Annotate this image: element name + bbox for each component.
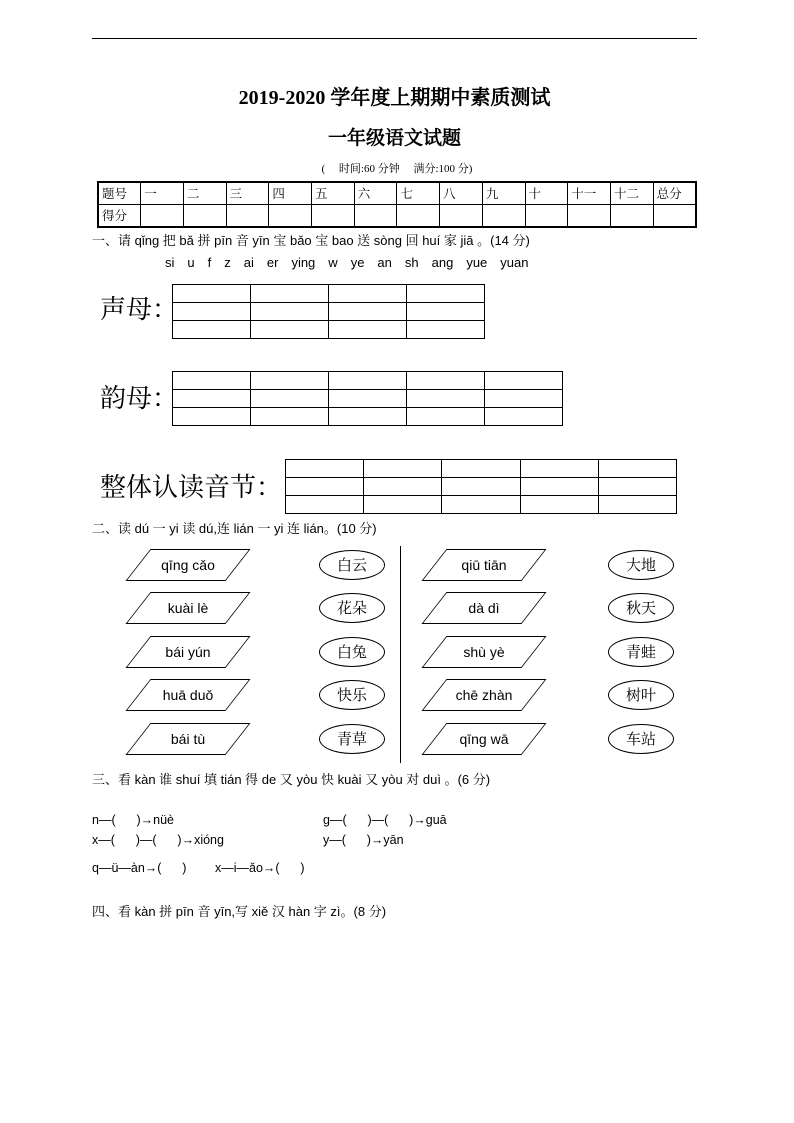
score-cell (226, 205, 269, 228)
score-cell (568, 205, 611, 228)
answer-cell (251, 285, 329, 303)
question-number-cell: 四 (269, 182, 312, 205)
question-number-cell: 九 (482, 182, 525, 205)
score-table (97, 181, 697, 228)
score-cell (312, 205, 355, 228)
spelling-exercise: q—ü—àn→( ) (92, 861, 187, 875)
header-rule (92, 38, 697, 39)
pinyin-letter: ang (431, 255, 454, 270)
answer-cell (251, 321, 329, 339)
answer-cell (407, 390, 485, 408)
total-score-cell (653, 205, 696, 228)
pinyin-letter: z (224, 255, 231, 270)
score-cell (440, 205, 483, 228)
score-cell (269, 205, 312, 228)
pinyin-letter: f (207, 255, 212, 270)
score-table-score-row (98, 205, 696, 228)
answer-cell (173, 285, 251, 303)
exam-subtitle: 一年级语文试题 (327, 128, 461, 149)
question-number-label: 题号 (98, 182, 141, 205)
grid-row (173, 408, 563, 426)
whole-syllables-answer-grid (285, 459, 677, 514)
pinyin-letter: u (187, 255, 195, 270)
answer-cell (173, 408, 251, 426)
answer-cell (329, 372, 407, 390)
answer-cell (520, 496, 598, 514)
answer-cell (407, 303, 485, 321)
question-number-cell: 十二 (610, 182, 653, 205)
pinyin-card: qīng wā (434, 723, 534, 755)
answer-cell (364, 496, 442, 514)
answer-cell (251, 303, 329, 321)
pinyin-letter: an (377, 255, 392, 270)
score-cell (141, 205, 184, 228)
total-score-label: 总分 (653, 182, 696, 205)
answer-cell (329, 408, 407, 426)
pinyin-letter: si (165, 255, 175, 270)
exam-title: 2019-2020 学年度上期期中素质测试 (238, 87, 551, 109)
question-number-cell: 七 (397, 182, 440, 205)
question-number-cell: 三 (226, 182, 269, 205)
pinyin-card: shù yè (434, 636, 534, 668)
answer-cell (407, 408, 485, 426)
answer-cell (364, 478, 442, 496)
answer-cell (329, 390, 407, 408)
grid-row (286, 460, 677, 478)
score-cell (183, 205, 226, 228)
word-oval: 青草 (319, 724, 385, 754)
question-number-cell: 八 (440, 182, 483, 205)
time-score-info: ( 时间:60 分钟 满分:100 分) (321, 163, 473, 175)
pinyin-card: chē zhàn (434, 679, 534, 711)
answer-cell (407, 372, 485, 390)
question-number-cell: 五 (312, 182, 355, 205)
question-number-cell: 二 (183, 182, 226, 205)
spelling-exercise: y—( )→yān (323, 833, 404, 847)
grid-row (173, 372, 563, 390)
grid-row (173, 390, 563, 408)
answer-cell (251, 372, 329, 390)
answer-cell (407, 285, 485, 303)
answer-cell (520, 478, 598, 496)
answer-cell (407, 321, 485, 339)
answer-cell (251, 408, 329, 426)
answer-cell (598, 496, 676, 514)
pinyin-card: bái tù (138, 723, 238, 755)
pinyin-letter: ying (291, 255, 316, 270)
answer-cell (173, 303, 251, 321)
answer-cell (286, 496, 364, 514)
answer-cell (286, 478, 364, 496)
section2-heading: 二、读 dú 一 yi 读 dú,连 lián 一 yi 连 lián。(10 分) (92, 521, 377, 536)
score-cell (397, 205, 440, 228)
pinyin-card: qīng cǎo (138, 549, 238, 581)
answer-cell (364, 460, 442, 478)
spelling-exercise: g—( )—( )→guā (323, 813, 447, 827)
section2-divider (400, 546, 401, 763)
finals-label: 韵母： (100, 384, 179, 414)
pinyin-letter: yue (466, 255, 488, 270)
pinyin-letter: ye (350, 255, 365, 270)
question-number-cell: 一 (141, 182, 184, 205)
answer-cell (329, 321, 407, 339)
pinyin-card: dà dì (434, 592, 534, 624)
question-number-cell: 十一 (568, 182, 611, 205)
pinyin-card: qiū tiān (434, 549, 534, 581)
answer-cell (329, 303, 407, 321)
grid-row (286, 478, 677, 496)
word-oval: 白兔 (319, 637, 385, 667)
word-oval: 快乐 (319, 680, 385, 710)
word-oval: 秋天 (608, 593, 674, 623)
answer-cell (173, 372, 251, 390)
initials-answer-grid (172, 284, 485, 339)
question-number-cell: 十 (525, 182, 568, 205)
pinyin-letter: er (266, 255, 279, 270)
initials-label: 声母： (100, 295, 179, 325)
answer-cell (173, 390, 251, 408)
score-cell (354, 205, 397, 228)
spelling-exercise: x—i—ǎo→( ) (215, 861, 305, 875)
score-label: 得分 (98, 205, 141, 228)
score-cell (525, 205, 568, 228)
pinyin-letter: sh (404, 255, 419, 270)
pinyin-letter: ai (243, 255, 254, 270)
answer-cell (286, 460, 364, 478)
section4-heading: 四、看 kàn 拼 pīn 音 yīn,写 xiě 汉 hàn 字 zì。(8 分) (92, 904, 387, 919)
answer-cell (598, 478, 676, 496)
word-oval: 青蛙 (608, 637, 674, 667)
score-cell (610, 205, 653, 228)
spelling-exercise: n—( )→nüè (92, 813, 174, 827)
spelling-exercise: x—( )—( )→xióng (92, 833, 224, 847)
finals-answer-grid (172, 371, 563, 426)
whole-syllables-label: 整体认读音节： (100, 473, 283, 503)
section3-heading: 三、看 kàn 谁 shuí 填 tián 得 de 又 yòu 快 kuài 又 yòu 对 duì 。(6 分) (92, 772, 491, 787)
word-oval: 花朵 (319, 593, 385, 623)
answer-cell (485, 390, 563, 408)
answer-cell (442, 460, 520, 478)
word-oval: 车站 (608, 724, 674, 754)
grid-row (173, 303, 485, 321)
question-number-cell: 六 (354, 182, 397, 205)
answer-cell (173, 321, 251, 339)
grid-row (286, 496, 677, 514)
pinyin-card: huā duǒ (138, 679, 238, 711)
answer-cell (598, 460, 676, 478)
section1-heading: 一、请 qǐng 把 bǎ 拼 pīn 音 yīn 宝 bǎo 宝 bao 送 sòng 回 huí 家 jiā 。(14 分) (92, 233, 530, 248)
pinyin-letter: yuan (500, 255, 529, 270)
answer-cell (442, 478, 520, 496)
pinyin-letter-bank (165, 255, 529, 270)
pinyin-card: bái yún (138, 636, 238, 668)
word-oval: 树叶 (608, 680, 674, 710)
score-table-header-row (98, 182, 696, 205)
answer-cell (485, 408, 563, 426)
grid-row (173, 321, 485, 339)
answer-cell (442, 496, 520, 514)
score-cell (482, 205, 525, 228)
answer-cell (251, 390, 329, 408)
answer-cell (329, 285, 407, 303)
word-oval: 大地 (608, 550, 674, 580)
pinyin-letter: w (328, 255, 338, 270)
answer-cell (485, 372, 563, 390)
answer-cell (520, 460, 598, 478)
word-oval: 白云 (319, 550, 385, 580)
grid-row (173, 285, 485, 303)
pinyin-card: kuài lè (138, 592, 238, 624)
